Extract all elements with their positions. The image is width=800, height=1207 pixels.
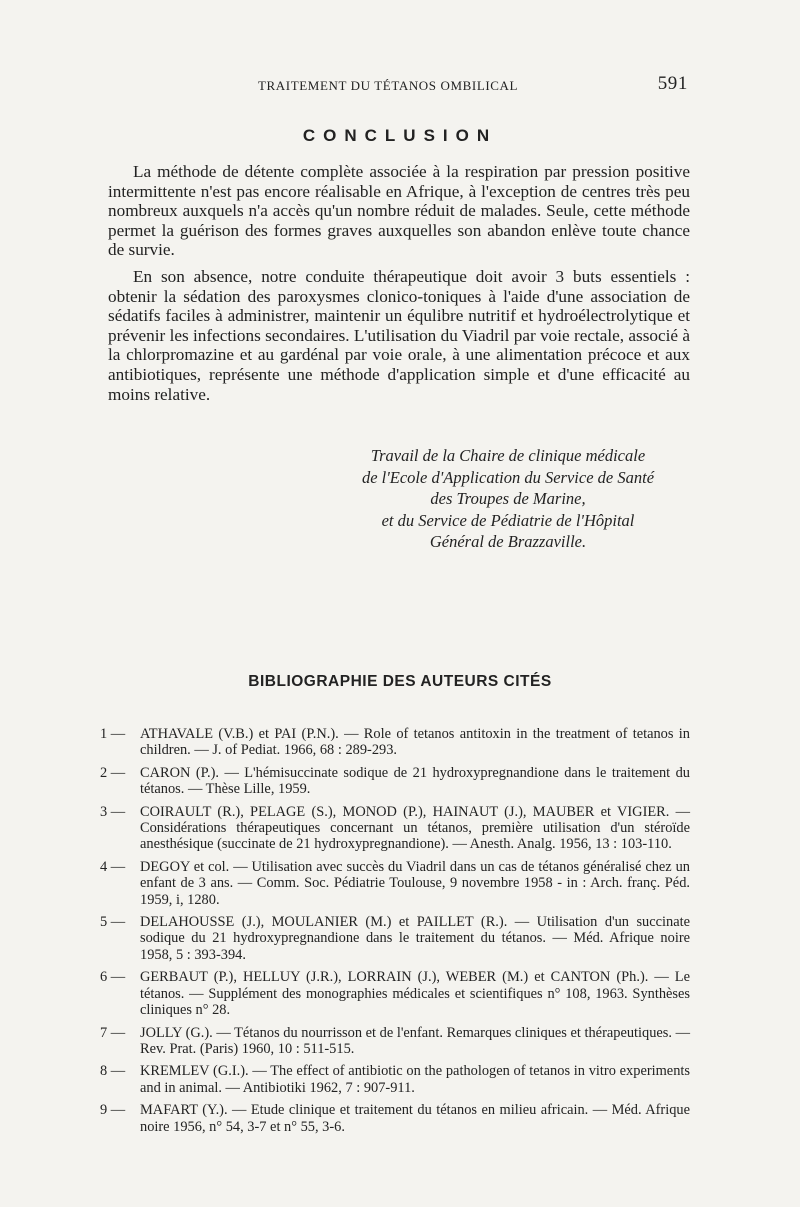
reference-number: 7 — xyxy=(100,1024,126,1041)
reference-entry xyxy=(100,1102,690,1135)
page-number: 591 xyxy=(657,73,688,94)
reference-text: KREMLEV (G.I.). — The effect of antibiotic on the pathologen of tetanos in vitro experiments and in animal. — Antibiotiki 1962, 7 : 907-911. xyxy=(140,1063,690,1096)
reference-entry xyxy=(100,1063,690,1096)
affiliation-line: Travail de la Chaire de clinique médicale xyxy=(370,446,646,465)
conclusion-body xyxy=(108,162,690,411)
reference-text: GERBAUT (P.), HELLUY (J.R.), LORRAIN (J.), WEBER (M.) et CANTON (Ph.). — Le tétanos. — Supplément des monographies médicales et scientifiques n° 108, 1963. Synthèses cliniques n° 28. xyxy=(140,969,690,1019)
reference-number: 8 — xyxy=(100,1063,126,1080)
reference-entry xyxy=(100,859,690,908)
reference-entry xyxy=(100,804,690,853)
reference-number: 4 — xyxy=(100,858,126,875)
reference-number: 6 — xyxy=(100,969,126,986)
reference-text: DELAHOUSSE (J.), MOULANIER (M.) et PAILLET (R.). — Utilisation d'un succinate sodique du 21 hydroxypregnandione dans le traitement du tétanos. — Méd. Afrique noire 1958, 5 : 393-394. xyxy=(140,914,690,963)
affiliation-line: des Troupes de Marine, xyxy=(430,489,586,508)
running-title: TRAITEMENT DU TÉTANOS OMBILICAL xyxy=(258,78,519,93)
reference-entry xyxy=(100,969,690,1018)
reference-number: 2 — xyxy=(100,764,126,781)
affiliation-line: de l'Ecole d'Application du Service de Santé xyxy=(361,467,655,487)
reference-text: COIRAULT (R.), PELAGE (S.), MONOD (P.), HAINAUT (J.), MAUBER et VIGIER. — Considérations thérapeutiques concernant un tétanos, première utilisation d'un stéroïde anesthésique (succinate de 21 hydroxypregnandione). — Anesth. Analg. 1956, 13 : 103-110. xyxy=(140,803,690,853)
reference-number: 5 — xyxy=(100,914,126,931)
reference-text: MAFART (Y.). — Etude clinique et traitement du tétanos en milieu africain. — Méd. Afrique noire 1956, n° 54, 3-7 et n° 55, 3-6. xyxy=(140,1102,690,1135)
affiliation-line: Général de Brazzaville. xyxy=(429,532,587,551)
affiliation-block xyxy=(318,445,698,553)
reference-number: 1 — xyxy=(100,726,126,742)
reference-text: CARON (P.). — L'hémisuccinate sodique de 21 hydroxypregnandione dans le traitement du tétanos. — Thèse Lille, 1959. xyxy=(140,764,690,798)
reference-entry xyxy=(100,726,690,759)
reference-entry xyxy=(100,765,690,798)
reference-number: 3 — xyxy=(100,803,126,820)
reference-text: DEGOY et col. — Utilisation avec succès du Viadril dans un cas de tétanos généralisé chez un enfant de 3 ans. — Comm. Soc. Pédiatrie Toulouse, 9 novembre 1958 - in : Arch. franç. Péd. 1959, i, 1280. xyxy=(140,858,690,908)
reference-text: JOLLY (G.). — Tétanos du nourrisson et de l'enfant. Remarques cliniques et thérapeutiques. — Rev. Prat. (Paris) 1960, 10 : 511-515. xyxy=(140,1024,690,1057)
bibliography-heading: BIBLIOGRAPHIE DES AUTEURS CITÉS xyxy=(248,673,552,690)
reference-entry xyxy=(100,914,690,963)
bibliography-list xyxy=(100,726,690,1141)
conclusion-paragraph: La méthode de détente complète associée à la respiration par pression positive intermittente n'est pas encore réalisable en Afrique, à l'exception de centres très peu nombreux auxquels n'a accès qu'un nombre réduit de malades. Seule, cette méthode permet la guérison des formes graves auxquelles son abandon enlève toute chance de survie. xyxy=(108,162,690,260)
reference-number: 9 — xyxy=(100,1102,126,1119)
reference-text: ATHAVALE (V.B.) et PAI (P.N.). — Role of tetanos antitoxin in the treatment of tetanos in children. — J. of Pediat. 1966, 68 : 289-293. xyxy=(140,726,690,759)
reference-entry xyxy=(100,1025,690,1058)
conclusion-heading: CONCLUSION xyxy=(302,126,498,145)
conclusion-paragraph: En son absence, notre conduite thérapeutique doit avoir 3 buts essentiels : obtenir la sédation des paroxysmes clonico-toniques à l'aide d'une association de sédatifs faciles à administrer, maintenir un équlibre nutritif et hydroélectrolytique et prévenir les infections secondaires. L'utilisation du Viadril par voie rectale, associé à la chlorpromazine et au gardénal par voie orale, à une alimentation précoce et aux antibiotiques, représente une méthode d'application simple et d'une efficacité au moins relative. xyxy=(108,266,690,404)
affiliation-line: et du Service de Pédiatrie de l'Hôpital xyxy=(381,510,635,530)
